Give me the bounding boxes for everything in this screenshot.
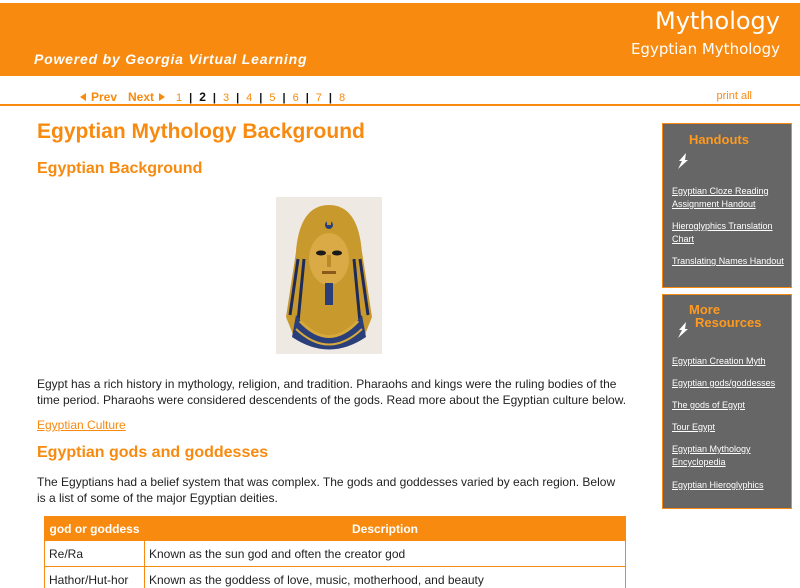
deity-description: Known as the sun god and often the creator god [145, 541, 626, 567]
table-row [45, 541, 626, 567]
resources-title-line1: More [689, 302, 721, 317]
column-header-description: Description [145, 517, 626, 541]
page-link-6[interactable]: 6 [292, 92, 299, 104]
resource-link-hieroglyphics[interactable]: Egyptian Hieroglyphics [672, 480, 764, 490]
page-separator: | [305, 92, 309, 104]
course-subtitle: Egyptian Mythology [630, 40, 780, 58]
handouts-title: Handouts [689, 132, 749, 147]
page-separator: | [189, 92, 193, 104]
resource-link-encyclopedia[interactable]: Egyptian Mythology Encyclopedia [672, 444, 751, 467]
gods-paragraph: The Egyptians had a belief system that was complex. The gods and goddesses varied by each region. Below is a list of some of the major Egyptian deities. [37, 475, 616, 505]
resource-link-creation-myth[interactable]: Egyptian Creation Myth [672, 356, 766, 366]
prev-label: Prev [91, 90, 118, 104]
egyptian-culture-link[interactable]: Egyptian Culture [37, 418, 126, 432]
page-link-3[interactable]: 3 [222, 92, 230, 104]
section-heading-gods: Egyptian gods and goddesses [37, 444, 269, 461]
page-current-2: 2 [199, 90, 206, 104]
page-separator: | [328, 92, 332, 104]
page-separator: | [212, 92, 216, 104]
column-header-god: god or goddess [45, 517, 145, 541]
tutankhamun-mask-image [276, 197, 382, 354]
page-link-5[interactable]: 5 [269, 92, 276, 104]
deity-description: Known as the goddess of love, music, motherhood, and beauty [145, 567, 626, 588]
resource-link-gods-goddesses[interactable]: Egyptian gods/goddesses [672, 378, 776, 388]
cursor-arrow-icon [677, 152, 689, 170]
deity-name: Hathor/Hut-hor [45, 567, 145, 588]
page-link-1[interactable]: 1 [176, 92, 183, 104]
main-content [37, 120, 627, 587]
site-header [0, 0, 800, 76]
page-navigation [0, 76, 800, 106]
handout-link-cloze[interactable]: Egyptian Cloze Reading Assignment Handout [672, 186, 769, 209]
page-link-4[interactable]: 4 [246, 92, 253, 104]
triangle-left-icon [80, 93, 86, 101]
page-separator: | [259, 92, 263, 104]
prev-button[interactable] [80, 90, 117, 104]
triangle-right-icon [159, 93, 165, 101]
resources-title-line2: Resources [695, 315, 762, 330]
handouts-panel [662, 123, 792, 288]
handout-link-hieroglyphics-chart[interactable]: Hieroglyphics Translation Chart [672, 221, 773, 244]
deity-name: Re/Ra [45, 541, 145, 567]
section-heading-background: Egyptian Background [37, 160, 203, 177]
page-separator: | [282, 92, 286, 104]
page-link-8[interactable]: 8 [338, 92, 346, 104]
cursor-arrow-icon [677, 321, 689, 339]
next-label: Next [128, 90, 155, 104]
resources-panel [662, 294, 792, 509]
resource-link-tour-egypt[interactable]: Tour Egypt [672, 422, 716, 432]
powered-by-banner: Powered by Georgia Virtual Learning [34, 51, 308, 67]
page-title: Egyptian Mythology Background [37, 120, 365, 143]
course-title: Mythology [654, 7, 780, 35]
handout-link-translating-names[interactable]: Translating Names Handout [672, 256, 784, 266]
page-separator: | [236, 92, 240, 104]
background-paragraph: Egypt has a rich history in mythology, religion, and tradition. Pharaohs and kings were the ruling bodies of the time period. Pharaohs were considered descendents of the gods. Read more about the Egyptian culture below. [37, 377, 627, 407]
deities-table [44, 516, 626, 588]
page-link-7[interactable]: 7 [315, 92, 322, 104]
print-all-link[interactable]: print all [716, 90, 752, 102]
table-header-row [45, 517, 626, 541]
page-number-list [176, 90, 345, 104]
table-row [45, 567, 626, 588]
next-button[interactable] [128, 90, 165, 104]
resource-link-gods-of-egypt[interactable]: The gods of Egypt [672, 400, 746, 410]
